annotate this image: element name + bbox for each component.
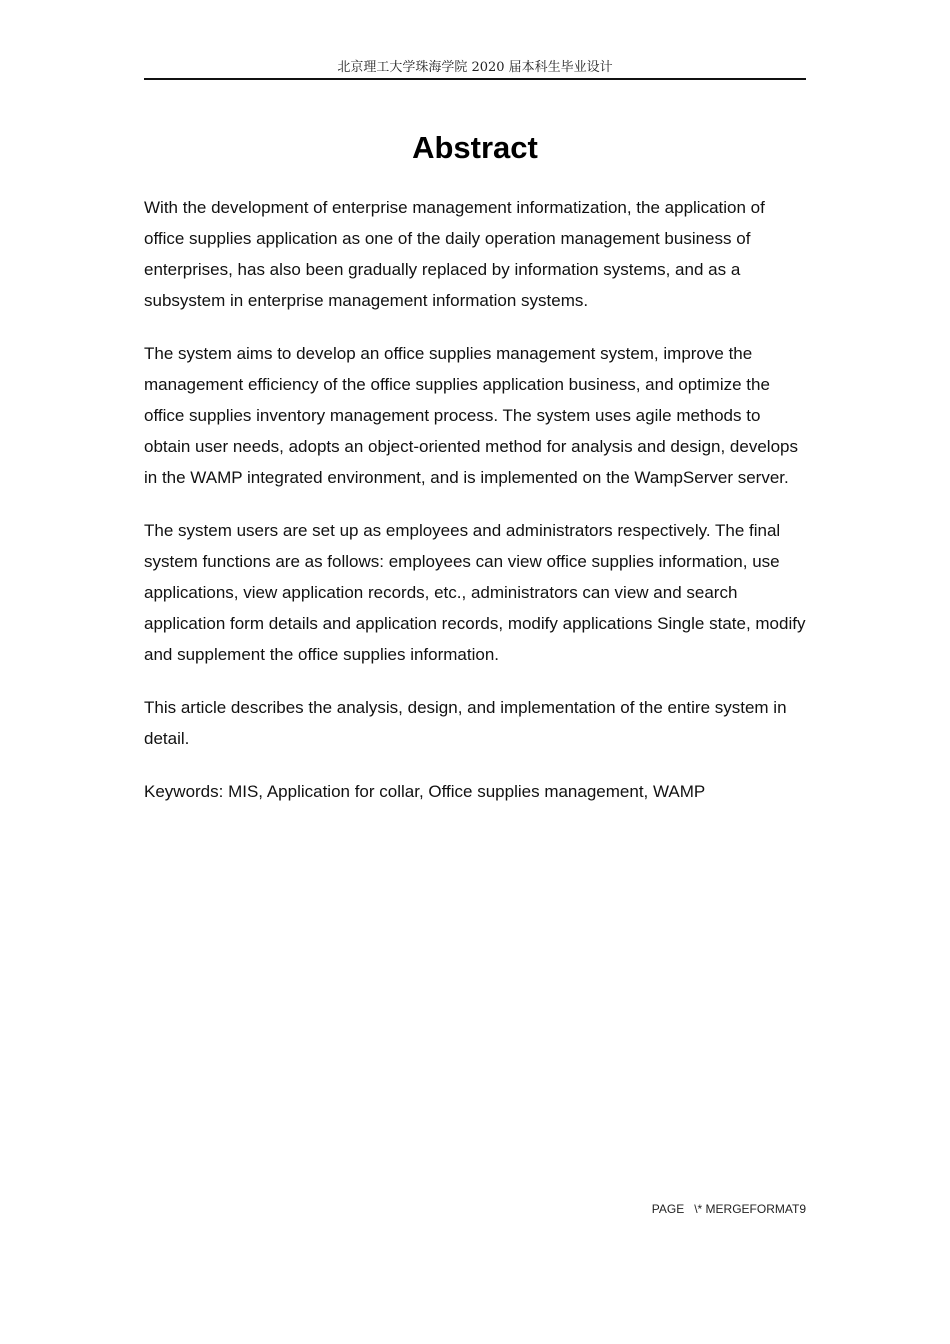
paragraph-1: With the development of enterprise management informatization, the application of office supplies application as one of the daily operation management business of enterprises, has also been gradually replaced by information systems, and as a subsystem in enterprise management information systems. <box>144 198 765 310</box>
paragraph-2: The system aims to develop an office supplies management system, improve the management efficiency of the office supplies application business, and optimize the office supplies inventory management process. The system uses agile methods to obtain user needs, adopts an object-oriented method for analysis and design, develops in the WAMP integrated environment, and is implemented on the WampServer server. <box>144 344 798 487</box>
abstract-body <box>144 192 808 807</box>
paragraph-3: The system users are set up as employees and administrators respectively. The final system functions are as follows: employees can view office supplies information, use applications, view application records, etc., administrators can view and search application form details and application records, modify applications Single state, modify and supplement the office supplies information. <box>144 521 806 664</box>
running-header: 北京理工大学珠海学院 2020 届本科生毕业设计 <box>144 59 806 80</box>
abstract-title: Abstract <box>412 130 538 165</box>
page-number-field: PAGE \* MERGEFORMAT9 <box>651 1202 806 1216</box>
paragraph-4: This article describes the analysis, design, and implementation of the entire system in detail. <box>144 698 787 748</box>
keywords-line: Keywords: MIS, Application for collar, Office supplies management, WAMP <box>144 782 706 801</box>
